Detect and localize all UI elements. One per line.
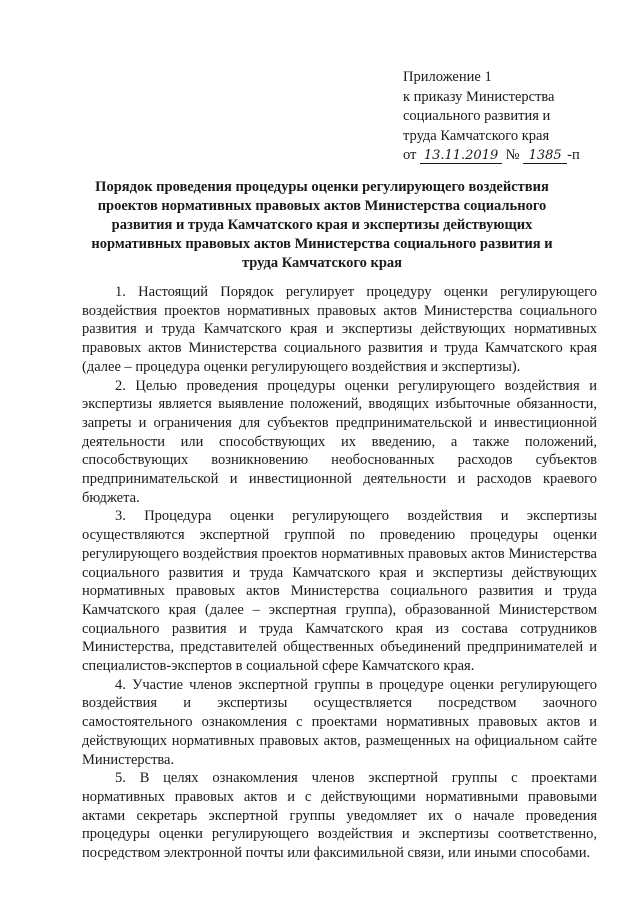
title-line: труда Камчатского края bbox=[242, 255, 402, 271]
number-suffix: -п bbox=[567, 147, 580, 163]
document-title bbox=[82, 178, 562, 273]
number-prefix: № bbox=[505, 147, 520, 163]
appendix-date-line bbox=[403, 146, 628, 166]
paragraph-3: 3. Процедура оценки регулирующего воздействия и экспертизы осуществляются экспертной группой по проведению процедуры оценки регулирующего воздействия проектов нормативных правовых актов Министерства социального развития и труда Камчатского края и экспертизы действующих нормативных правовых актов Министерства социального развития и труда Камчатского края (далее – экспертная группа), образованной Министерством социального развития и труда Камчатского края из состава сотрудников Министерства, представителей общественных объединений предпринимателей и специалистов-экспертов в социальной сфере Камчатского края. bbox=[82, 508, 597, 675]
date-prefix: от bbox=[403, 147, 417, 163]
appendix-line-4: труда Камчатского края bbox=[403, 127, 550, 144]
handwritten-number: 1385 bbox=[523, 149, 567, 164]
title-line: нормативных правовых актов Министерства социального развития и bbox=[91, 236, 553, 252]
appendix-line-2: к приказу Министерства bbox=[403, 88, 555, 105]
appendix-line-3: социального развития и bbox=[403, 108, 551, 124]
paragraph-1: 1. Настоящий Порядок регулирует процедуру оценки регулирующего воздействия проектов нормативных правовых актов Министерства социального развития и труда Камчатского края и экспертизы действующих нормативных правовых актов Министерства социального развития и труда Камчатского края (далее – процедура оценки регулирующего воздействия и экспертизы). bbox=[82, 284, 597, 375]
document-body bbox=[82, 283, 597, 863]
paragraph-4: 4. Участие членов экспертной группы в процедуре оценки регулирующего воздействия и экспертизы осуществляется посредством заочного самостоятельного ознакомления с проектами нормативных правовых актов и действующих нормативных правовых актов, размещенных на официальном сайте Министерства. bbox=[82, 676, 597, 768]
appendix-line-1: Приложение 1 bbox=[403, 69, 492, 85]
paragraph-5: 5. В целях ознакомления членов экспертной группы с проектами нормативных правовых актов и с действующими нормативными правовыми актами секретарь экспертной группы уведомляет их о начале проведения процедуры оценки регулирующего воздействия и экспертизы соответственно, посредством электронной почты или факсимильной связи, или иными способами. bbox=[82, 770, 597, 862]
title-line: Порядок проведения процедуры оценки регулирующего воздействия bbox=[95, 179, 549, 195]
title-line: развития и труда Камчатского края и экспертизы действующих bbox=[111, 217, 533, 233]
title-line: проектов нормативных правовых актов Министерства социального bbox=[97, 198, 547, 214]
handwritten-date: 13.11.2019 bbox=[420, 149, 502, 164]
paragraph-2: 2. Целью проведения процедуры оценки регулирующего воздействия и экспертизы является выявление положений, вводящих избыточные обязанности, запреты и ограничения для субъектов предпринимательской и инвестиционной деятельности или способствующих их введению, а также положений, способствующих возникновению необоснованных расходов субъектов предпринимательской и инвестиционной деятельности и расходов краевого бюджета. bbox=[82, 377, 597, 506]
appendix-block bbox=[403, 68, 628, 166]
